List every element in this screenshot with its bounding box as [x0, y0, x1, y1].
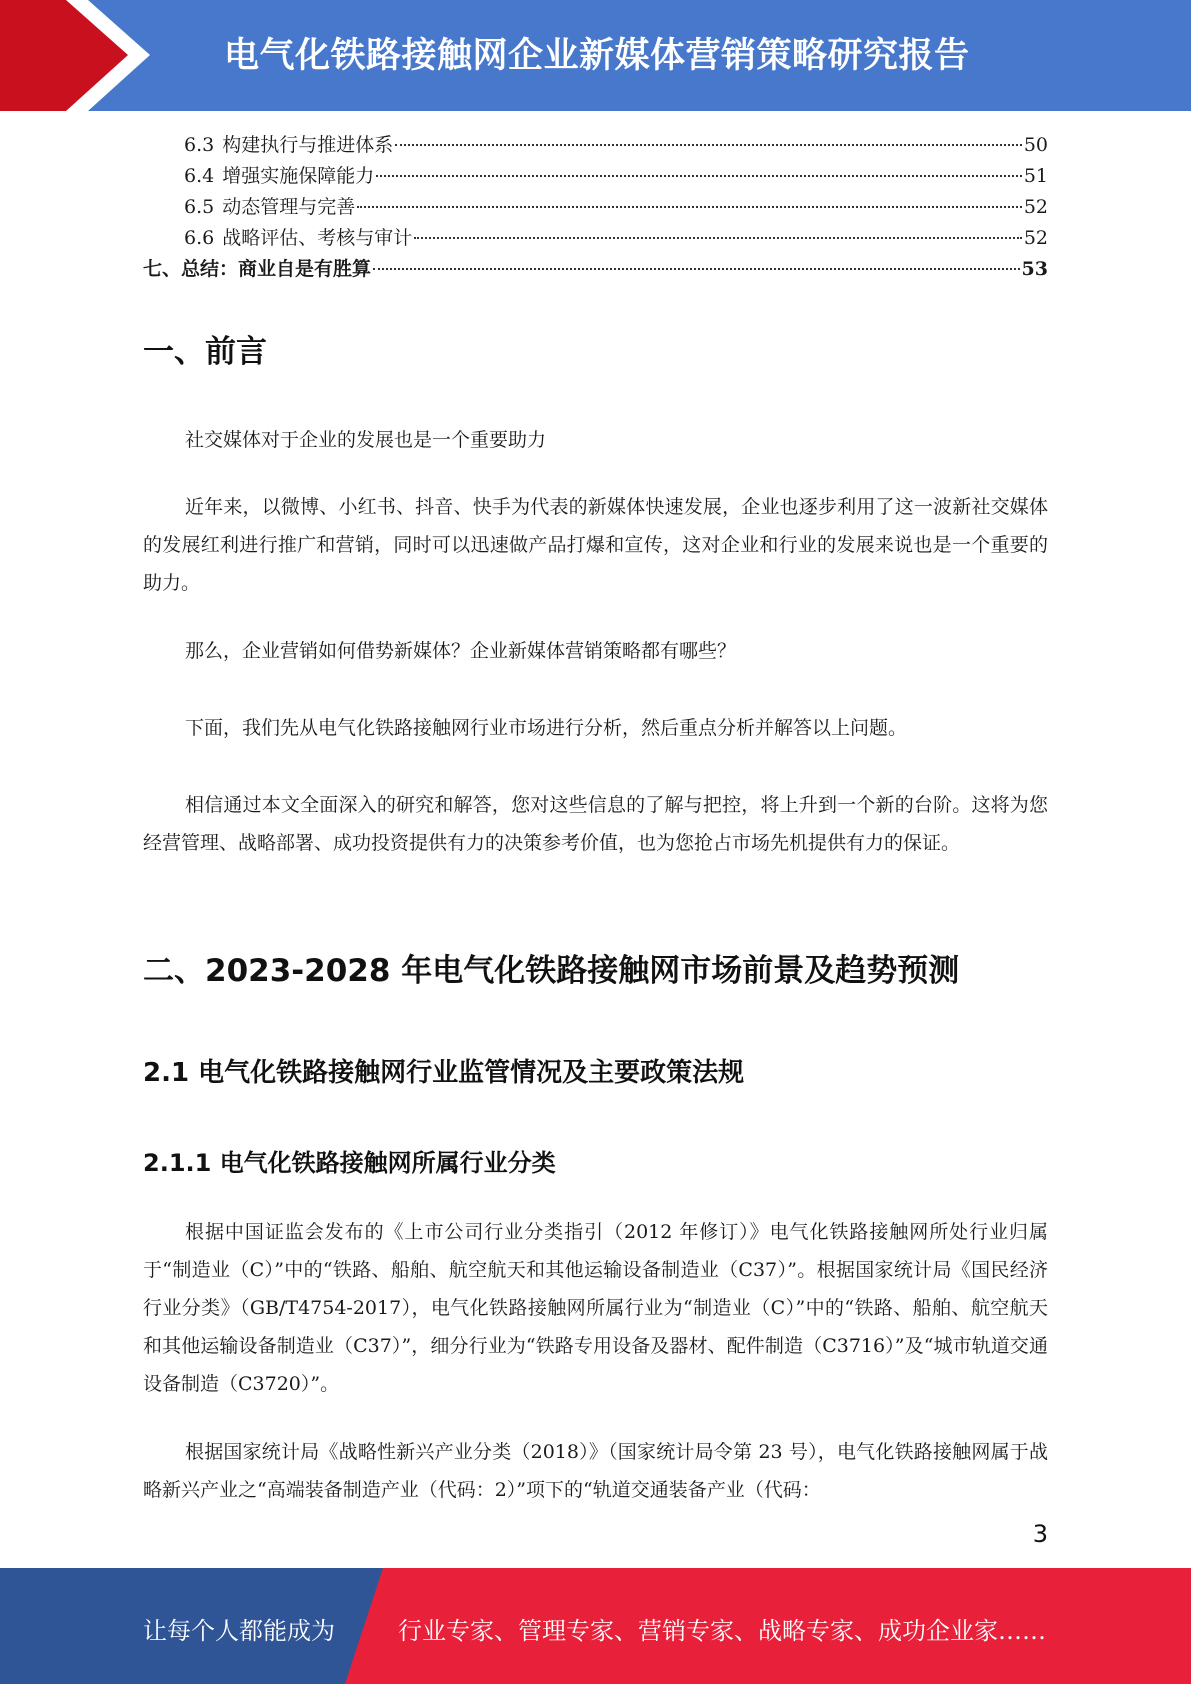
paragraph: 根据中国证监会发布的《上市公司行业分类指引（2012 年修订）》电气化铁路接触网所处行业归属于“制造业（C）”中的“铁路、船舶、航空航天和其他运输设备制造业（C37）”。根据国家统计局《国民经济行业分类》（GB/T4754-2017），电气化铁路接触网所属行业为“制造业（C）”中的“铁路、船舶、航空航天和其他运输设备制造业（C37）”，细分行业为“铁路专用设备及器材、配件制造（C3716）”及“城市轨道交通设备制造（C3720）”。	[143, 1221, 1048, 1395]
toc-leader-dots	[373, 268, 1020, 270]
footer-slogan-left: 让每个人都能成为	[143, 1617, 335, 1645]
toc-entry-page: 51	[1023, 165, 1048, 187]
paragraph: 社交媒体对于企业的发展也是一个重要助力	[185, 429, 547, 451]
toc-leader-dots	[376, 175, 1022, 177]
toc-leader-dots	[414, 237, 1022, 239]
toc-entry-number: 6.3	[184, 134, 215, 156]
toc-entry[interactable]	[143, 223, 1048, 254]
toc-entry[interactable]	[143, 192, 1048, 223]
subsection-heading: 2.1 电气化铁路接触网行业监管情况及主要政策法规	[143, 1058, 745, 1088]
toc-leader-dots	[395, 144, 1022, 146]
toc-entry-title: 动态管理与完善	[222, 196, 356, 218]
paragraph: 下面，我们先从电气化铁路接触网行业市场进行分析，然后重点分析并解答以上问题。	[185, 717, 908, 739]
paragraph: 近年来，以微博、小红书、抖音、快手为代表的新媒体快速发展，企业也逐步利用了这一波新社交媒体的发展红利进行推广和营销，同时可以迅速做产品打爆和宣传，这对企业和行业的发展来说也是一个重要的助力。	[143, 496, 1048, 594]
toc-entry[interactable]	[143, 130, 1048, 161]
section-heading-market-forecast: 二、2023-2028 年电气化铁路接触网市场前景及趋势预测	[143, 953, 960, 989]
toc-entry-number: 6.5	[184, 196, 215, 218]
toc-entry-title: 七、总结：商业自是有胜算	[143, 258, 372, 280]
report-title: 电气化铁路接触网企业新媒体营销策略研究报告	[224, 36, 970, 76]
section-heading-preface: 一、前言	[143, 334, 267, 370]
page-footer	[0, 1568, 1191, 1684]
footer-slogan-right: 行业专家、管理专家、营销专家、战略专家、成功企业家……	[398, 1617, 1046, 1645]
paragraph: 根据国家统计局《战略性新兴产业分类（2018）》（国家统计局令第 23 号），电气化铁路接触网属于战略新兴产业之“高端装备制造产业（代码：2）”项下的“轨道交通装备产业（代码：	[143, 1441, 1048, 1501]
page-header	[0, 0, 1191, 111]
toc-entry-page: 52	[1023, 196, 1048, 218]
toc-leader-dots	[357, 206, 1022, 208]
toc-entry-number: 6.4	[184, 165, 215, 187]
subsubsection-heading: 2.1.1 电气化铁路接触网所属行业分类	[143, 1149, 556, 1177]
toc-entry-title: 增强实施保障能力	[222, 165, 375, 187]
toc-entry-title: 战略评估、考核与审计	[222, 227, 413, 249]
page-number: 3	[1032, 1520, 1048, 1548]
header-arrow-icon	[0, 0, 160, 111]
toc-entry[interactable]	[143, 161, 1048, 192]
toc-entry[interactable]	[143, 254, 1048, 285]
toc-entry-page: 50	[1023, 134, 1048, 156]
paragraph: 相信通过本文全面深入的研究和解答，您对这些信息的了解与把控，将上升到一个新的台阶。这将为您经营管理、战略部署、成功投资提供有力的决策参考价值，也为您抢占市场先机提供有力的保证。	[143, 794, 1048, 854]
toc-entry-page: 53	[1021, 258, 1048, 280]
toc-entry-page: 52	[1023, 227, 1048, 249]
toc-entry-title: 构建执行与推进体系	[222, 134, 394, 156]
table-of-contents	[143, 130, 1048, 285]
toc-entry-number: 6.6	[184, 227, 215, 249]
paragraph: 那么，企业营销如何借势新媒体？企业新媒体营销策略都有哪些？	[185, 640, 737, 662]
